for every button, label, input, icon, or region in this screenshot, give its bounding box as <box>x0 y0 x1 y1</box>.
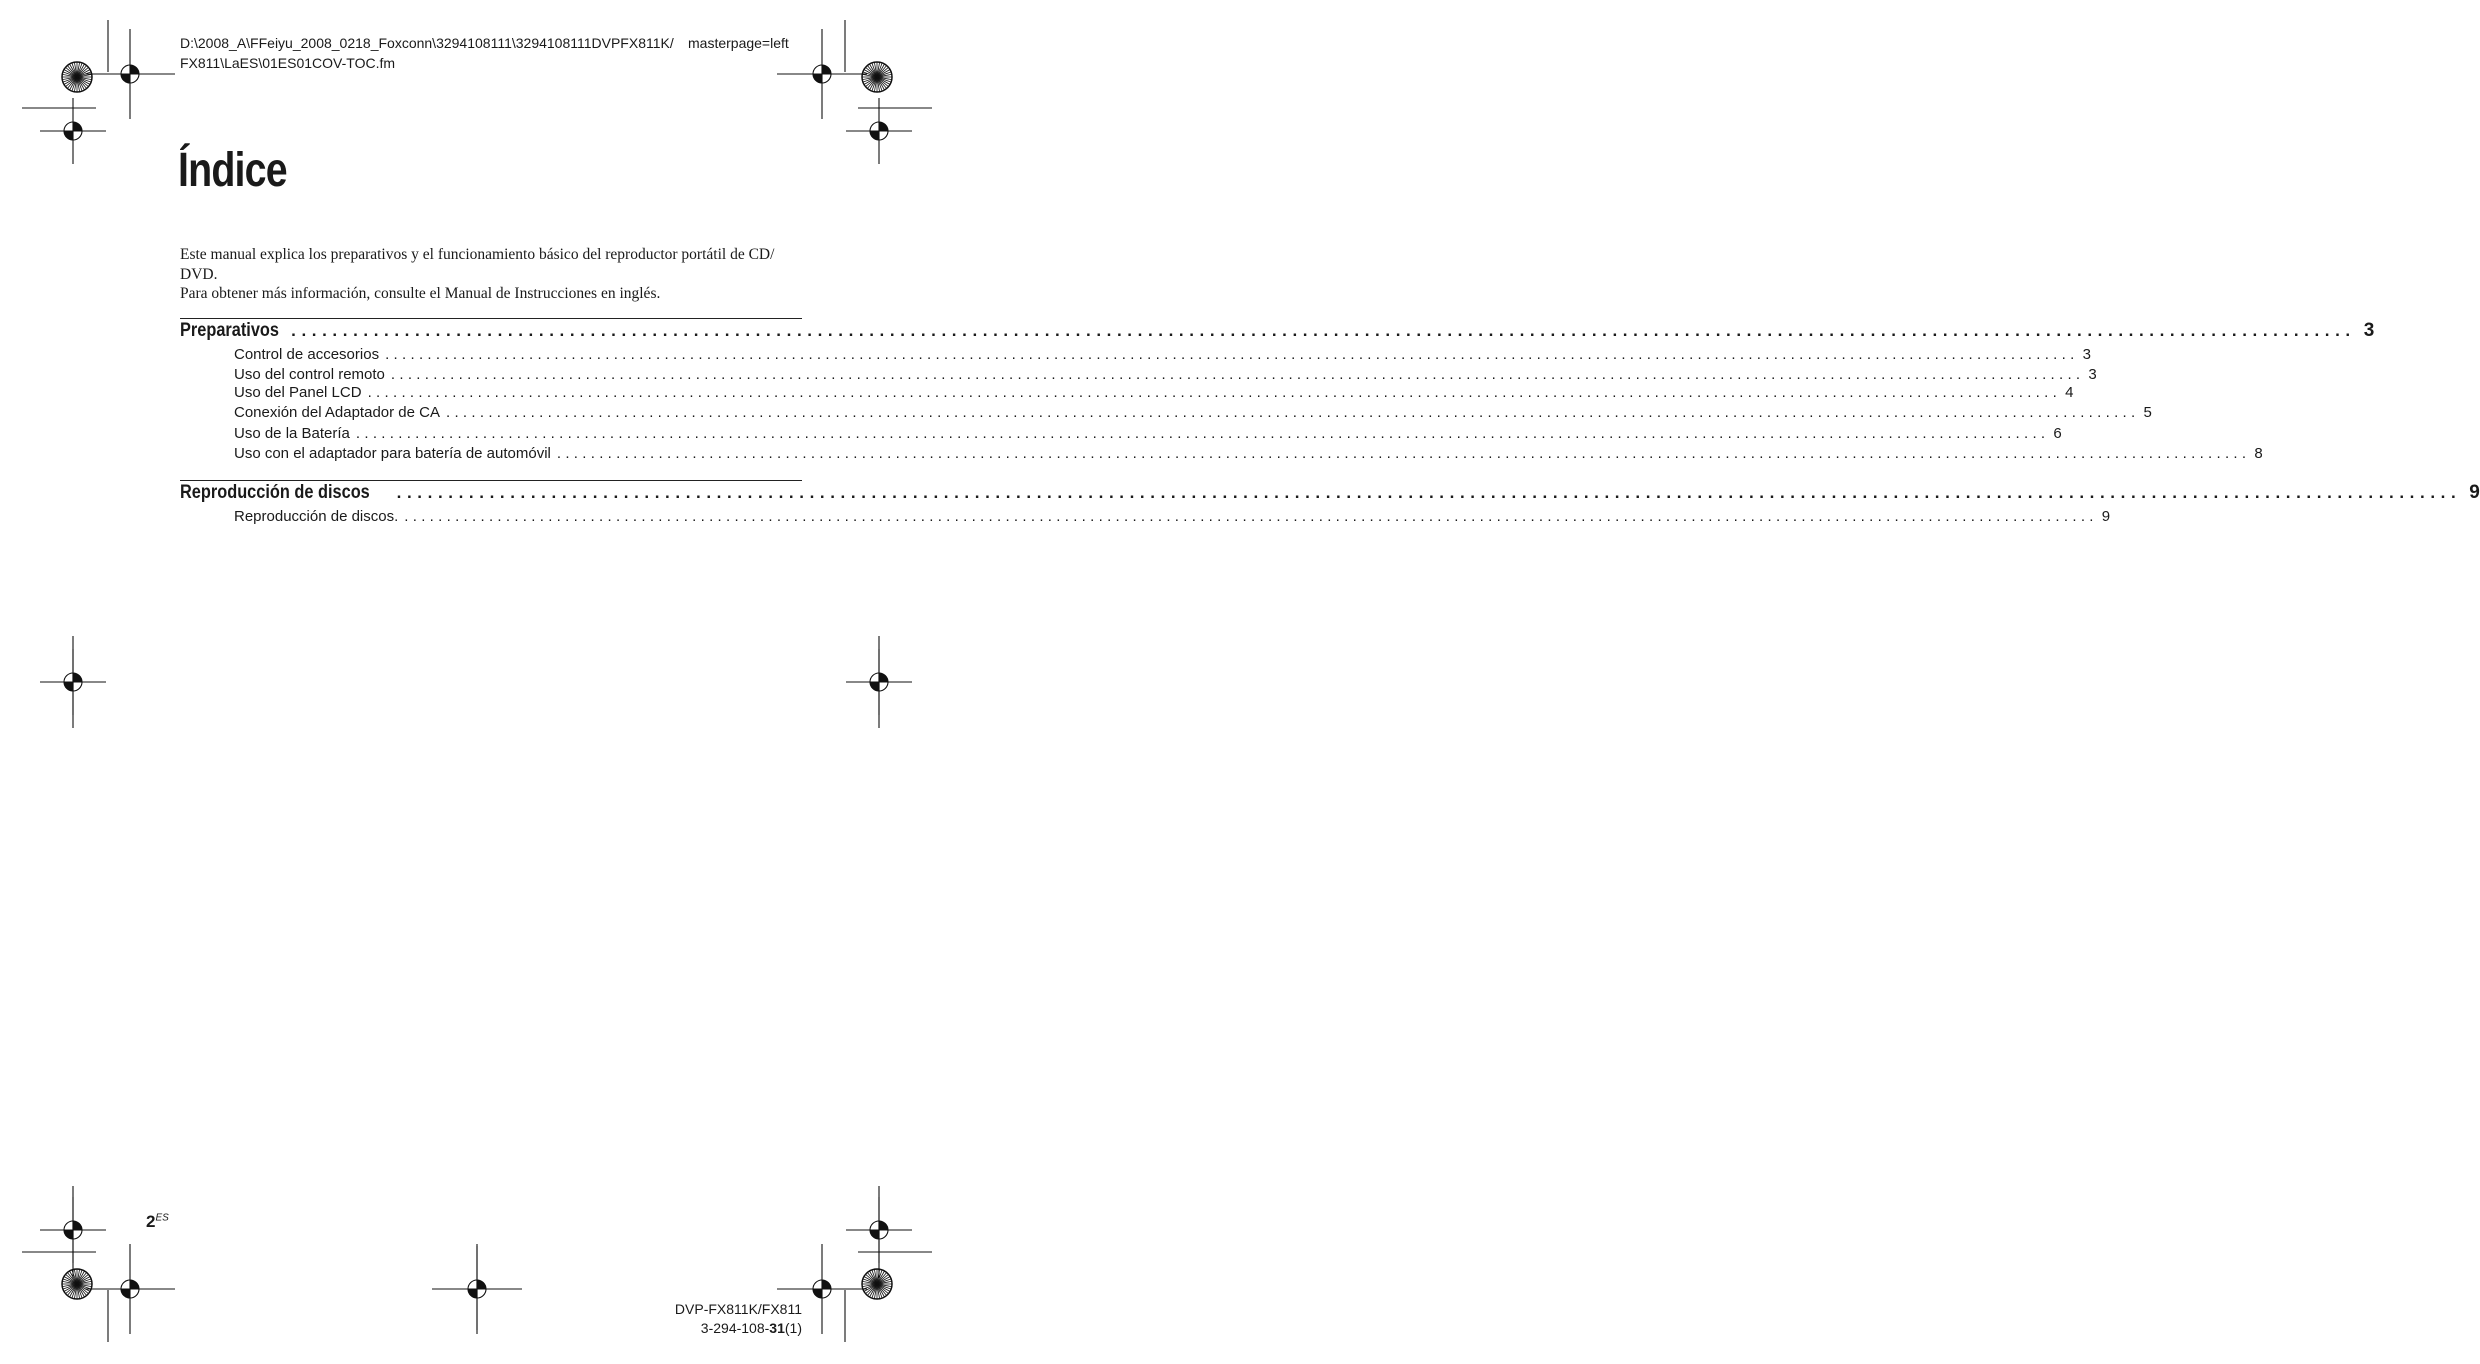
toc-entry-control-accesorios[interactable] <box>234 346 2091 366</box>
leader-dots: ........................................................................................................................................................................................................ <box>367 384 2062 401</box>
registration-fill <box>477 1280 486 1289</box>
leader-dots: ........................................................................................................................................................................................................ <box>445 404 2140 421</box>
toc-entry-panel-lcd[interactable] <box>234 384 2074 404</box>
section-divider <box>180 480 802 481</box>
toc-section-page: 9 <box>2469 482 2480 503</box>
registration-fill <box>73 122 82 131</box>
toc-section-page: 3 <box>2363 320 2375 341</box>
leader-dots: ........................................................................................................................................................................................................ <box>396 483 2462 502</box>
toc-entry-label: Uso del control remoto <box>234 366 385 383</box>
registration-fill <box>879 673 888 682</box>
registration-fill <box>879 1221 888 1230</box>
leader-dots: ........................................................................................................................................................................................................ <box>291 321 2356 340</box>
registration-fill <box>822 1280 831 1289</box>
leader-dots: ........................................................................................................................................................................................................ <box>390 366 2085 383</box>
registration-fill <box>130 65 139 74</box>
model-code-prefix: 3-294-108- <box>700 1320 770 1336</box>
toc-entry-label: Uso del Panel LCD <box>234 384 362 401</box>
registration-fill <box>64 131 73 140</box>
toc-entry-adaptador-ca[interactable] <box>234 404 2152 424</box>
page-language-suffix: ES <box>155 1212 169 1224</box>
page-number <box>146 1212 169 1232</box>
registration-fill <box>64 1230 73 1239</box>
toc-section-title: Reproducción de discos <box>180 482 370 503</box>
registration-fill <box>73 1221 82 1230</box>
toc-section-reproduccion[interactable] <box>180 482 2480 508</box>
registration-fill <box>468 1289 477 1298</box>
registration-fill <box>813 1289 822 1298</box>
registration-fill <box>870 1230 879 1239</box>
toc-entry-reproduccion-discos[interactable] <box>234 508 2111 528</box>
file-path-line-2: FX811\LaES\01ES01COV-TOC.fm <box>180 55 396 71</box>
master-page-label: masterpage=left <box>688 35 789 51</box>
registration-fill <box>73 673 82 682</box>
registration-fill <box>870 682 879 691</box>
toc-entry-control-remoto[interactable] <box>234 366 2097 386</box>
toc-entry-bateria[interactable] <box>234 425 2062 445</box>
toc-entry-page: 6 <box>2053 425 2062 442</box>
registration-fill <box>64 682 73 691</box>
registration-fill <box>870 131 879 140</box>
toc-entry-page: 9 <box>2101 508 2111 525</box>
toc-entry-page: 8 <box>2254 445 2263 462</box>
toc-entry-label: Uso con el adaptador para batería de automóvil <box>234 445 551 462</box>
toc-entry-page: 5 <box>2143 404 2152 421</box>
toc-entry-label: Uso de la Batería <box>234 425 350 442</box>
page-title: Índice <box>178 144 287 197</box>
toc-entry-label: Control de accesorios <box>234 346 380 363</box>
registration-fill <box>813 74 822 83</box>
model-name: DVP-FX811K/FX811 <box>674 1301 802 1317</box>
registration-fill <box>121 74 130 83</box>
intro-paragraph-1: Este manual explica los preparativos y el funcionamiento básico del reproductor portátil de CD/ DVD. <box>180 246 775 283</box>
intro-paragraph-2: Para obtener más información, consulte el Manual de Instrucciones en inglés. <box>180 285 661 302</box>
toc-entry-page: 3 <box>2082 346 2091 363</box>
registration-fill <box>822 65 831 74</box>
toc-section-preparativos[interactable] <box>180 320 2375 346</box>
printer-marks <box>0 0 954 1364</box>
leader-dots: ........................................................................................................................................................................................................ <box>556 445 2251 462</box>
model-code-suffix: (1) <box>784 1320 802 1336</box>
section-divider <box>180 318 802 319</box>
page-number-value: 2 <box>146 1212 156 1231</box>
file-path-line-1: D:\2008_A\FFeiyu_2008_0218_Foxconn\3294108111\3294108111DVPFX811K/ <box>180 35 674 51</box>
registration-fill <box>130 1280 139 1289</box>
toc-entry-page: 4 <box>2065 384 2074 401</box>
toc-entry-adaptador-automovil[interactable] <box>234 445 2263 465</box>
toc-entry-label: Reproducción de discos. <box>234 508 399 525</box>
model-info <box>675 1300 802 1338</box>
model-code-bold: 31 <box>769 1320 785 1336</box>
registration-fill <box>879 122 888 131</box>
registration-fill <box>121 1289 130 1298</box>
toc-entry-label: Conexión del Adaptador de CA <box>234 404 440 421</box>
model-code <box>675 1319 802 1338</box>
toc-entry-page: 3 <box>2088 366 2097 383</box>
toc-section-title: Preparativos <box>180 320 280 341</box>
leader-dots: ........................................................................................................................................................................................................ <box>355 425 2050 442</box>
leader-dots: ........................................................................................................................................................................................................ <box>404 508 2098 525</box>
leader-dots: ........................................................................................................................................................................................................ <box>385 346 2079 363</box>
intro-text <box>180 245 802 304</box>
